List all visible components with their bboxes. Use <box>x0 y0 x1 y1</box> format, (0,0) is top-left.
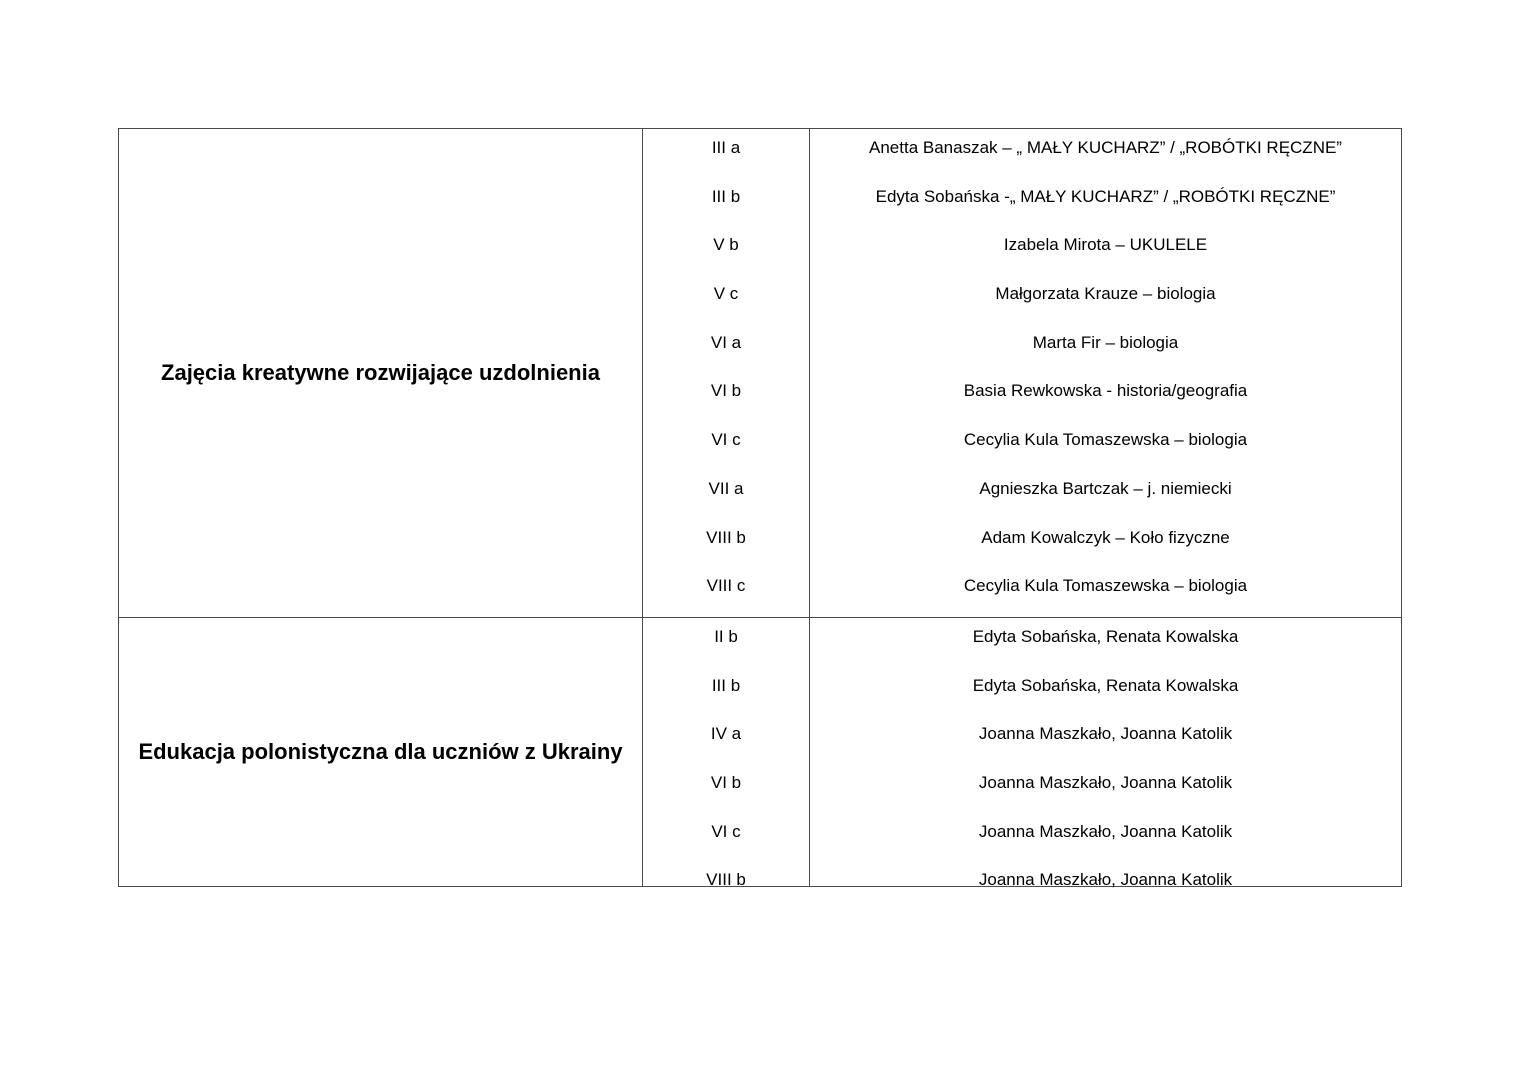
teacher-entry: Joanna Maszkało, Joanna Katolik <box>978 773 1233 793</box>
class-label: II b <box>714 627 738 646</box>
teacher-entry: Edyta Sobańska -„ MAŁY KUCHARZ” / „ROBÓTKI RĘCZNE” <box>875 186 1336 206</box>
class-column <box>643 129 810 618</box>
schedule-table <box>118 128 1402 890</box>
teacher-column <box>810 129 1402 618</box>
class-label: VI b <box>710 773 742 793</box>
class-label: III b <box>711 186 741 206</box>
class-label: III b <box>711 675 741 695</box>
teacher-entry: Adam Kowalczyk – Koło fizyczne <box>981 527 1230 547</box>
teacher-entry: Joanna Maszkało, Joanna Katolik <box>978 724 1233 744</box>
section-title: Zajęcia kreatywne rozwijające uzdolnienia <box>119 129 643 618</box>
class-label: III a <box>711 138 741 157</box>
class-label: VI a <box>710 332 742 352</box>
teacher-entry: Izabela Mirota – UKULELE <box>1003 235 1208 255</box>
teacher-entry: Joanna Maszkało, Joanna Katolik <box>978 821 1233 841</box>
teacher-entry: Edyta Sobańska, Renata Kowalska <box>972 675 1239 695</box>
teacher-entry: Cecylia Kula Tomaszewska – biologia <box>963 430 1248 450</box>
class-label: V b <box>713 235 739 255</box>
class-label: VI c <box>711 821 741 841</box>
teacher-entry: Basia Rewkowska - historia/geografia <box>963 381 1248 401</box>
class-label: VI c <box>711 430 741 450</box>
class-label: V c <box>713 284 739 304</box>
section-title: Edukacja polonistyczna dla uczniów z Ukrainy <box>119 618 643 887</box>
teacher-entry: Anetta Banaszak – „ MAŁY KUCHARZ” / „ROBÓTKI RĘCZNE” <box>869 138 1342 157</box>
teacher-entry: Małgorzata Krauze – biologia <box>995 284 1216 304</box>
class-label: VII a <box>708 478 744 498</box>
class-label: VIII b <box>706 527 746 547</box>
section-row-polish <box>119 618 1402 887</box>
teacher-entry: Marta Fir – biologia <box>1032 332 1179 352</box>
section-row-creative <box>119 129 1402 618</box>
teacher-entry: Agnieszka Bartczak – j. niemiecki <box>979 478 1232 498</box>
teacher-column <box>810 618 1402 890</box>
teacher-entry: Edyta Sobańska, Renata Kowalska <box>972 627 1239 646</box>
teacher-entry: Cecylia Kula Tomaszewska – biologia <box>963 576 1248 596</box>
class-label: VI b <box>710 381 742 401</box>
class-label: IV a <box>710 724 742 744</box>
class-label: VIII c <box>706 576 746 596</box>
class-label: VIII b <box>706 870 746 890</box>
teacher-entry: Joanna Maszkało, Joanna Katolik <box>978 870 1233 890</box>
class-column <box>643 618 810 890</box>
